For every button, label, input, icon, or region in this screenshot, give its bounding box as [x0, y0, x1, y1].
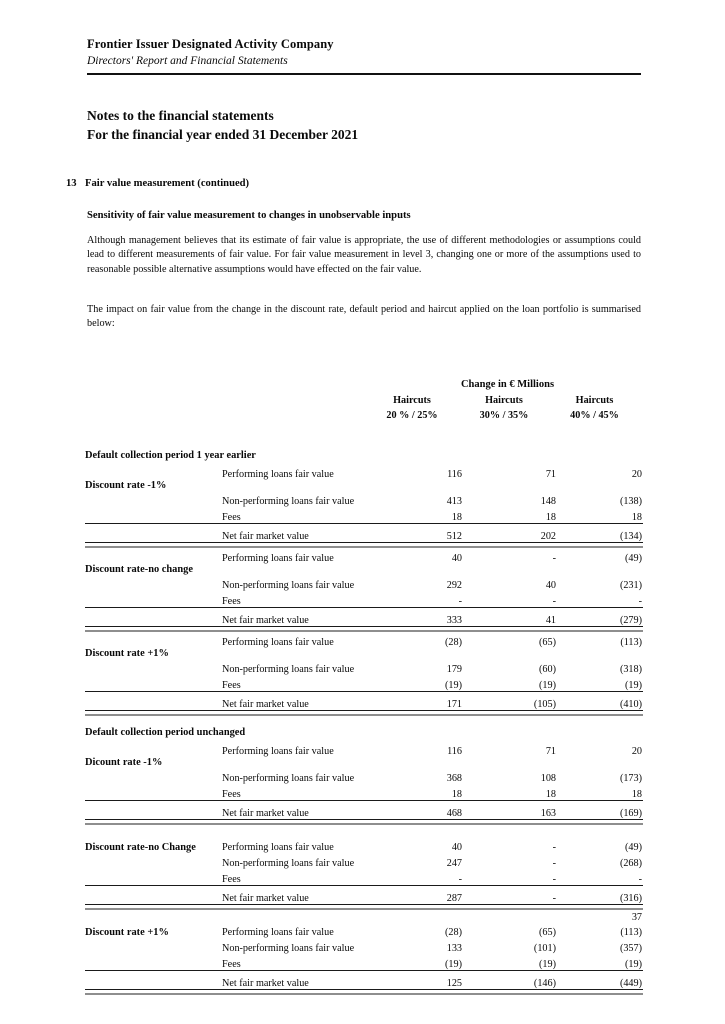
note-heading — [66, 178, 646, 189]
cell-value: (19) — [625, 958, 643, 970]
page-title-line-1: Notes to the financial statements — [87, 108, 274, 123]
cell-value: - — [458, 595, 462, 607]
table-row — [85, 837, 643, 853]
row-label: Non-performing loans fair value — [222, 942, 355, 954]
block-label: Discount rate +1% — [85, 647, 169, 659]
cell-value: 71 — [545, 468, 556, 480]
block-label — [85, 973, 222, 990]
cell-value: 333 — [446, 614, 462, 626]
page-number: 37 — [631, 912, 642, 923]
cell-value: 179 — [446, 663, 462, 675]
cell-value: 116 — [447, 745, 462, 757]
cell-value: 133 — [446, 942, 462, 954]
block-label — [85, 547, 222, 564]
cell-value: 413 — [446, 495, 462, 507]
cell-value: (316) — [619, 892, 643, 904]
cell-value: 202 — [540, 530, 556, 542]
spacer-cell — [222, 480, 643, 491]
cell-value: (173) — [619, 772, 643, 784]
spacer-cell — [85, 392, 222, 406]
cell-value: 20 — [631, 745, 643, 757]
row-label: Performing loans fair value — [222, 468, 334, 480]
spacer-cell — [222, 368, 372, 392]
table-row — [85, 973, 643, 990]
spacer-cell — [222, 392, 372, 406]
cell-value: 18 — [545, 788, 556, 800]
cell-value: (105) — [533, 698, 556, 710]
row-label: Fees — [222, 595, 241, 607]
block-label — [85, 694, 222, 711]
row-label: Fees — [222, 679, 241, 691]
spacer-cell — [222, 648, 643, 659]
row-label: Performing loans fair value — [222, 926, 334, 938]
cell-value: (268) — [619, 857, 643, 869]
cell-value: 125 — [446, 977, 462, 989]
block-label — [85, 610, 222, 627]
block-label — [85, 491, 222, 507]
block-label — [85, 938, 222, 954]
table-row — [85, 547, 643, 564]
row-label: Non-performing loans fair value — [222, 495, 355, 507]
block-label — [85, 784, 222, 801]
cell-value: (28) — [445, 636, 462, 648]
table-row — [85, 491, 643, 507]
cell-value: (101) — [533, 942, 556, 954]
cell-value: 40 — [545, 579, 556, 591]
row-label: Non-performing loans fair value — [222, 663, 355, 675]
row-label: Performing loans fair value — [222, 552, 334, 564]
block-label — [85, 659, 222, 675]
block-label — [85, 591, 222, 608]
row-label: Net fair market value — [222, 892, 309, 904]
row-label: Fees — [222, 511, 241, 523]
cell-value: 40 — [451, 552, 462, 564]
cell-value: (19) — [445, 958, 462, 970]
row-label: Net fair market value — [222, 614, 309, 626]
table-row — [85, 938, 643, 954]
cell-value: 171 — [446, 698, 462, 710]
note-number: 13 — [66, 178, 77, 189]
cell-value: (134) — [619, 530, 643, 542]
cell-value: (279) — [619, 614, 643, 626]
cell-value: 71 — [545, 745, 556, 757]
column-header-1-line-1: Haircuts — [393, 394, 431, 406]
table-row — [85, 922, 643, 938]
table-row — [85, 869, 643, 886]
block-label: Discount rate +1% — [85, 926, 169, 938]
block-label — [85, 575, 222, 591]
company-name: Frontier Issuer Designated Activity Company — [87, 37, 334, 51]
cell-value: (49) — [625, 841, 643, 853]
block-label: Discount rate -1% — [85, 479, 167, 491]
block-label — [85, 888, 222, 905]
cell-value: (231) — [619, 579, 643, 591]
cell-value: - — [638, 595, 643, 607]
cell-value: 108 — [540, 772, 556, 784]
page-title — [87, 106, 647, 144]
cell-value: (65) — [539, 926, 556, 938]
spacer-cell — [85, 368, 222, 392]
cell-value: (28) — [445, 926, 462, 938]
block-label: Discount rate-no Change — [85, 841, 196, 853]
cell-value: - — [552, 892, 556, 904]
spacer-cell — [85, 406, 222, 421]
table-row — [85, 853, 643, 869]
table-row — [85, 803, 643, 820]
row-label: Net fair market value — [222, 530, 309, 542]
column-header-3-line-2: 40% / 45% — [570, 409, 619, 421]
cell-value: 18 — [631, 511, 643, 523]
cell-value: 40 — [451, 841, 462, 853]
spacer-cell — [222, 406, 372, 421]
row-label: Net fair market value — [222, 807, 309, 819]
block-label — [85, 853, 222, 869]
note-sub-heading: Sensitivity of fair value measurement to changes in unobservable inputs — [87, 210, 411, 221]
cell-value: (113) — [620, 636, 643, 648]
cell-value: - — [552, 841, 556, 853]
cell-value: 116 — [447, 468, 462, 480]
spacer-cell — [222, 757, 643, 768]
table-row — [85, 610, 643, 627]
cell-value: - — [552, 873, 556, 885]
header-divider — [87, 73, 641, 75]
cell-value: 287 — [446, 892, 462, 904]
row-label: Performing loans fair value — [222, 745, 334, 757]
spacer-row — [85, 824, 643, 837]
row-label: Non-performing loans fair value — [222, 857, 355, 869]
table-row — [85, 591, 643, 608]
cell-value: 18 — [451, 511, 462, 523]
block-label — [85, 631, 222, 648]
cell-value: (49) — [625, 552, 643, 564]
row-label: Non-performing loans fair value — [222, 579, 355, 591]
block-label — [85, 741, 222, 757]
row-label: Non-performing loans fair value — [222, 772, 355, 784]
block-label — [85, 526, 222, 543]
table-row — [85, 768, 643, 784]
cell-value: (60) — [539, 663, 556, 675]
cell-value: 247 — [446, 857, 462, 869]
cell-value: 20 — [631, 468, 643, 480]
cell-value: (19) — [625, 679, 643, 691]
column-header-2-line-2: 30% / 35% — [479, 409, 529, 421]
row-label: Performing loans fair value — [222, 841, 334, 853]
cell-value: (19) — [539, 679, 556, 691]
section-title: Default collection period unchanged — [85, 726, 246, 738]
page-title-line-2: For the financial year ended 31 December 2021 — [87, 127, 359, 143]
column-header-3-line-1: Haircuts — [575, 394, 614, 406]
cell-value: - — [458, 873, 462, 885]
table-row — [85, 784, 643, 801]
cell-value: - — [638, 873, 643, 885]
cell-value: (138) — [619, 495, 643, 507]
row-label: Fees — [222, 958, 241, 970]
table-rule — [85, 990, 643, 995]
row-label: Performing loans fair value — [222, 636, 334, 648]
table-row — [85, 741, 643, 757]
row-label: Net fair market value — [222, 977, 309, 989]
cell-value: (19) — [445, 679, 462, 691]
block-label: Dicount rate -1% — [85, 756, 163, 768]
cell-value: - — [552, 595, 556, 607]
block-label — [85, 954, 222, 971]
table-row — [85, 526, 643, 543]
spacer-row — [85, 421, 643, 439]
cell-value: 468 — [446, 807, 462, 819]
note-paragraph-1: Although management believes that its estimate of fair value is appropriate, the use of different methodologies or assumptions could lead to different measurements of fair value. For fair value measurement in level 3, changing one or more of the assumptions used to reasonable possible alternative assumptions would have effected on the fair value. — [87, 235, 641, 275]
cell-value: (113) — [620, 926, 643, 938]
block-label: Discount rate-no change — [85, 563, 193, 575]
table-row — [85, 954, 643, 971]
table-row — [85, 675, 643, 692]
block-label — [85, 675, 222, 692]
cell-value: (318) — [619, 663, 643, 675]
cell-value: - — [552, 552, 556, 564]
cell-value: (19) — [539, 958, 556, 970]
table-row — [85, 888, 643, 905]
cell-value: 18 — [545, 511, 556, 523]
cell-value: (146) — [533, 977, 556, 989]
cell-value: (169) — [619, 807, 643, 819]
column-header-2-line-1: Haircuts — [485, 394, 523, 406]
note-heading-text: Fair value measurement (continued) — [85, 178, 250, 189]
document-subtitle: Directors' Report and Financial Statements — [87, 54, 288, 67]
table-row — [85, 659, 643, 675]
cell-value: (410) — [619, 698, 643, 710]
row-label: Net fair market value — [222, 698, 309, 710]
units-heading: Change in € Millions — [460, 378, 555, 390]
cell-value: (449) — [619, 977, 643, 989]
cell-value: 18 — [631, 788, 643, 800]
cell-value: 41 — [545, 614, 556, 626]
row-label: Fees — [222, 873, 241, 885]
table-row — [85, 464, 643, 480]
table-row — [85, 507, 643, 524]
cell-value: (65) — [539, 636, 556, 648]
table-row — [85, 631, 643, 648]
table-row — [85, 575, 643, 591]
spacer-cell — [222, 564, 643, 575]
table-row — [85, 694, 643, 711]
row-label: Fees — [222, 788, 241, 800]
cell-value: 292 — [446, 579, 462, 591]
cell-value: 18 — [451, 788, 462, 800]
cell-value: - — [552, 857, 556, 869]
cell-value: 368 — [446, 772, 462, 784]
block-label — [85, 803, 222, 820]
section-title: Default collection period 1 year earlier — [85, 449, 256, 461]
fair-value-sensitivity-table — [85, 368, 643, 995]
column-header-1-line-2: 20 % / 25% — [386, 409, 438, 421]
block-label — [85, 507, 222, 524]
cell-value: 148 — [540, 495, 556, 507]
cell-value: 163 — [540, 807, 556, 819]
block-label — [85, 768, 222, 784]
cell-value: 512 — [446, 530, 462, 542]
note-paragraph-2: The impact on fair value from the change in the discount rate, default period and haircut applied on the loan portfolio is summarised below: — [87, 304, 641, 330]
block-label — [85, 869, 222, 886]
cell-value: (357) — [619, 942, 643, 954]
block-label — [85, 464, 222, 480]
document-header — [87, 36, 641, 75]
